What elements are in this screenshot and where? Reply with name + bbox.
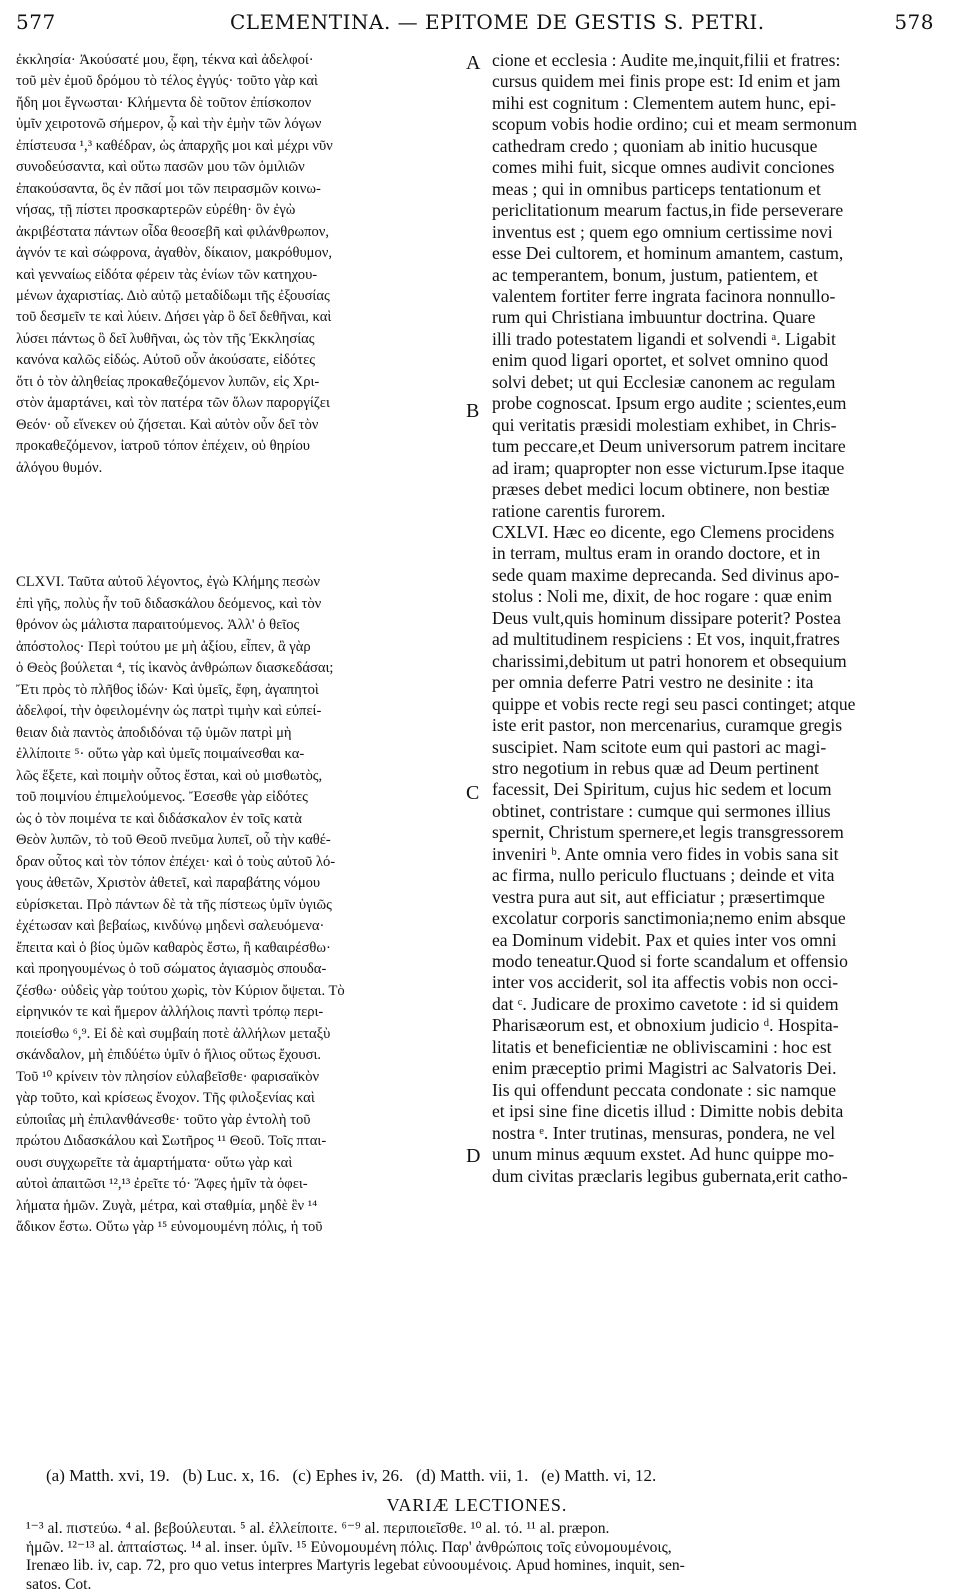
latin-text-line: sede quam maxime deprecanda. Sed divinus apo- bbox=[492, 565, 942, 586]
greek-text-line: λήματα ἡμῶν. Ζυγὰ, μέτρα, καὶ σταθμία, μηδὲ ἓν ¹⁴ bbox=[16, 1196, 486, 1218]
latin-text-line: ea Dominum videbit. Pax et quies inter vos omni bbox=[492, 930, 942, 951]
latin-text-line: mihi est cognitum : Clementem autem hunc, epi- bbox=[492, 93, 942, 114]
latin-text-line: quippe et vobis recte regi seu pasci continget; atque bbox=[492, 694, 942, 715]
variae-lectiones-heading: VARIÆ LECTIONES. bbox=[0, 1495, 954, 1516]
latin-text-line: facessit, Dei Spiritum, cujus hic sedem et locum bbox=[492, 779, 942, 800]
running-title: CLEMENTINA. — EPITOME DE GESTIS S. PETRI. bbox=[230, 10, 765, 34]
latin-text-line: cursus quidem mei finis prope est: Id enim et jam bbox=[492, 71, 942, 92]
latin-text-line: valentem fortiter ferre ingrata facinora nonnullo- bbox=[492, 286, 942, 307]
latin-text-line: nostra ᵉ. Inter trutinas, mensuras, pondera, ne vel bbox=[492, 1123, 942, 1144]
greek-column-top bbox=[16, 50, 486, 479]
variant-reading-line: ἡμῶν. ¹²⁻¹³ al. ἀπταίστως. ¹⁴ al. inser. ὑμῖν. ¹⁵ Εὐνομουμένη πόλις. Παρ' ἀνθρώποις τοῖς εὐνομουμένοις, bbox=[26, 1539, 936, 1558]
latin-text-line: dum civitas præclaris legibus gubernata,erit catho- bbox=[492, 1166, 942, 1187]
greek-text-line: CLXVI. Ταῦτα αὐτοῦ λέγοντος, ἐγὼ Κλήμης πεσὼν bbox=[16, 572, 486, 594]
greek-text-line: εἰρηνικόν τε καὶ ἥμερον ἀλλήλοις παντὶ τρόπῳ περι- bbox=[16, 1002, 486, 1024]
margin-letter-c: C bbox=[466, 782, 479, 805]
greek-text-line: δραν οὗτος καὶ τὸν τόπον ἐπέχει· καὶ ὁ τοὺς αὐτοῦ λό- bbox=[16, 852, 486, 874]
latin-text-line: præses debet medici locum obtinere, non bestiæ bbox=[492, 479, 942, 500]
margin-letter-d: D bbox=[466, 1145, 480, 1168]
latin-text-line: obtinet, contristare : cumque qui sermones illius bbox=[492, 801, 942, 822]
variae-lectiones bbox=[26, 1520, 936, 1594]
latin-text-line: excolatur corporis sanctimonia;nemo enim absque bbox=[492, 908, 942, 929]
greek-text-line: θειαν διὰ παντὸς ἀποδιδόναι τῷ ὑμῶν πατρὶ μὴ bbox=[16, 723, 486, 745]
latin-text-line: inveniri ᵇ. Ante omnia vero fides in vobis sana sit bbox=[492, 844, 942, 865]
greek-text-line: στὸν ἁμαρτάνει, καὶ τὸν πατέρα τῶν ὅλων παροργίζει bbox=[16, 393, 486, 414]
greek-text-line: κανόνα καλῶς εἰδώς. Αὐτοῦ οὖν ἀκούσατε, εἰδότες bbox=[16, 350, 486, 371]
greek-text-line: ἁγνόν τε καὶ σώφρονα, ἀγαθὸν, δίκαιον, μακρόθυμον, bbox=[16, 243, 486, 264]
latin-text-line: Pharisæorum est, et obnoxium judicio ᵈ. Hospita- bbox=[492, 1015, 942, 1036]
latin-text-line: stolus : Noli me, dixit, de hoc rogare : quæ enim bbox=[492, 586, 942, 607]
greek-text-line: ὁ Θεὸς βούλεται ⁴, τίς ἱκανὸς ἀνθρώπων διασκεδάσαι; bbox=[16, 658, 486, 680]
latin-text-line: in terram, multus eram in orando doctore, et in bbox=[492, 543, 942, 564]
greek-text-line: ἐκκλησία· Ἀκούσατέ μου, ἔφη, τέκνα καὶ ἀδελφοί· bbox=[16, 50, 486, 71]
latin-text-line: tum peccare,et Deum universorum patrem incitare bbox=[492, 436, 942, 457]
greek-text-line: γὰρ τοῦτο, καὶ κρίσεως ἔνοχον. Τῆς φιλοξενίας καὶ bbox=[16, 1088, 486, 1110]
greek-text-line: ζέσθω· οὐδεὶς γὰρ τούτου χωρὶς, τὸν Κύριον ὄψεται. Τὸ bbox=[16, 981, 486, 1003]
greek-text-line: ὡς ὁ τὸν ποιμένα τε καὶ διδάσκαλον ἐν τοῖς κατὰ bbox=[16, 809, 486, 831]
greek-text-line: καὶ γενναίως εἰδότα φέρειν τὰς ἐνίων τῶν κατηχου- bbox=[16, 265, 486, 286]
greek-text-line: ὅτι ὁ τὸν ἀληθείας προκαθεζόμενον λυπῶν, εἰς Χρι- bbox=[16, 372, 486, 393]
greek-text-line: ποιείσθω ⁶,⁹. Εἰ δὲ καὶ συμβαίη ποτὲ ἀλλήλων μεταξὺ bbox=[16, 1024, 486, 1046]
latin-text-line: cathedram credo ; quoniam ab initio hucusque bbox=[492, 136, 942, 157]
greek-text-line: ουσι συγχωρεῖτε τὰ ἁμαρτήματα· οὕτω γὰρ καὶ bbox=[16, 1153, 486, 1175]
latin-text-line: Deus vult,quis hominum dissipare poterit? Postea bbox=[492, 608, 942, 629]
greek-text-line: γους ἀθετῶν, Χριστὸν ἀθετεῖ, καὶ παραβάτης νόμου bbox=[16, 873, 486, 895]
latin-column bbox=[492, 50, 942, 1187]
greek-text-line: ἐλλίποιτε ⁵· οὕτω γὰρ καὶ ὑμεῖς ποιμαίνεσθαι κα- bbox=[16, 744, 486, 766]
greek-text-line: πρώτου Διδασκάλου καὶ Σωτῆρος ¹¹ Θεοῦ. Τοῖς πται- bbox=[16, 1131, 486, 1153]
greek-text-line: τοῦ ποιμνίου ἐπιμελούμενος. Ἔσεσθε γὰρ εἰδότες bbox=[16, 787, 486, 809]
latin-text-line: dat ᶜ. Judicare de proximo cavetote : id si quidem bbox=[492, 994, 942, 1015]
margin-letter-a: A bbox=[466, 52, 480, 75]
greek-text-line: ἐπίστευσα ¹,³ καθέδραν, ὡς ἀπαρχῆς μοι καὶ μέχρι νῦν bbox=[16, 136, 486, 157]
greek-text-line: ἄδικον ἔστω. Οὕτω γὰρ ¹⁵ εὐνομουμένη πόλις, ἡ τοῦ bbox=[16, 1217, 486, 1239]
latin-text-line: ac temperantem, bonum, justum, patientem, et bbox=[492, 265, 942, 286]
greek-text-line: ἐχέτωσαν καὶ βεβαίως, κινδύνῳ μηδενὶ σαλευόμενα· bbox=[16, 916, 486, 938]
greek-text-line: εὐποιΐας μὴ ἐπιλανθάνεσθε· τοῦτο γὰρ ἐντολὴ τοῦ bbox=[16, 1110, 486, 1132]
latin-text-line: ratione carentis furorem. bbox=[492, 501, 942, 522]
variant-reading-line: satos. Cot. bbox=[26, 1576, 936, 1594]
latin-text-line: modo teneatur.Quod si forte scandalum et offensio bbox=[492, 951, 942, 972]
greek-text-line: τοῦ δεσμεῖν τε καὶ λύειν. Δήσει γὰρ ὃ δεῖ δεθῆναι, καὶ bbox=[16, 307, 486, 328]
greek-text-line: ἀπόστολος· Περὶ τούτου με μὴ ἀξίου, εἶπεν, ἃ γὰρ bbox=[16, 637, 486, 659]
greek-text-line: ἀκριβέστατα πάντων οἶδα θεοσεβῆ καὶ φιλάνθρωπον, bbox=[16, 222, 486, 243]
greek-text-line: Τοῦ ¹⁰ κρίνειν τὸν πλησίον εὐλαβεῖσθε· φαρισαϊκὸν bbox=[16, 1067, 486, 1089]
latin-text-line: comes mihi fuit, sicque omnes audivit conciones bbox=[492, 157, 942, 178]
greek-text-line: λύσει πάντως ὃ δεῖ λυθῆναι, ὡς τὸν τῆς Ἐκκλησίας bbox=[16, 329, 486, 350]
latin-text-line: et ipsi sine fine dicetis illud : Dimitte nobis debita bbox=[492, 1101, 942, 1122]
latin-text-line: ac firma, nullo periculo fluctuans ; deinde et vita bbox=[492, 865, 942, 886]
latin-text-line: spernit, Christum spernere,et legis transgressorem bbox=[492, 822, 942, 843]
greek-text-line: ἤδη μοι ἔγνωσται· Κλήμεντα δὲ τοῦτον ἐπίσκοπον bbox=[16, 93, 486, 114]
greek-text-line: σκάνδαλον, μὴ ἐπιδύέτω ὑμῖν ὁ ἥλιος οὕτως ἔχουσι. bbox=[16, 1045, 486, 1067]
greek-text-line: ἀδελφοί, τὴν ὀφειλομένην ὡς πατρὶ τιμὴν καὶ εὐπεί- bbox=[16, 701, 486, 723]
latin-text-line: ad iram; quapropter non esse victurum.Ipse itaque bbox=[492, 458, 942, 479]
latin-text-line: ad multitudinem respiciens : Et vos, inquit,fratres bbox=[492, 629, 942, 650]
latin-text-line: qui veritatis præsidi molestiam exhibet, in Chris- bbox=[492, 415, 942, 436]
latin-text-line: charissimi,debitum ut patri honorem et obsequium bbox=[492, 651, 942, 672]
latin-text-line: Iis qui offendunt peccata condonate : sic namque bbox=[492, 1080, 942, 1101]
latin-text-line: per omnia deferre Patri vestro ne desinite : ita bbox=[492, 672, 942, 693]
greek-text-line: μένων ἀχαριστίας. Διὸ αὐτῷ μεταδίδωμι τῆς ἐξουσίας bbox=[16, 286, 486, 307]
latin-text-line: periclitationum mearum factus,in fide perseverare bbox=[492, 200, 942, 221]
page-number-right: 578 bbox=[894, 10, 934, 34]
margin-letter-b: B bbox=[466, 400, 479, 423]
latin-text-line: litatis et beneficientiæ ne obliviscamini : hoc est bbox=[492, 1037, 942, 1058]
latin-text-line: illi trado potestatem ligandi et solvendi ᵃ. Ligabit bbox=[492, 329, 942, 350]
greek-text-line: λῶς ἕξετε, καὶ ποιμὴν οὗτος ἔσται, καὶ οὐ μισθωτὸς, bbox=[16, 766, 486, 788]
greek-text-line: ἐπὶ γῆς, πολὺς ἦν τοῦ διδασκάλου δεόμενος, καὶ τὸν bbox=[16, 594, 486, 616]
greek-text-line: ὑμῖν χειροτονῶ σήμερον, ᾧ καὶ τὴν ἐμὴν τῶν λόγων bbox=[16, 114, 486, 135]
greek-text-line: ἔπειτα καὶ ὁ βίος ὑμῶν καθαρὸς ἔστω, ἢ καθαιρέσθω· bbox=[16, 938, 486, 960]
latin-text-line: suscipiet. Nam scitote eum qui pastori ac magi- bbox=[492, 737, 942, 758]
greek-text-line: προκαθεζόμενον, ἰατροῦ τόπον ἐπέχειν, οὐ θηρίου bbox=[16, 436, 486, 457]
greek-text-line: Θεόν· οὗ εἵνεκεν οὐ ζήσεται. Καὶ αὐτὸν οὖν δεῖ τὸν bbox=[16, 415, 486, 436]
greek-text-line: ἐπακούσαντα, ὃς ἐν πᾶσί μοι τῶν πειρασμῶν κοινω- bbox=[16, 179, 486, 200]
greek-text-line: Ἔτι πρὸς τὸ πλῆθος ἰδών· Καὶ ὑμεῖς, ἔφη, ἀγαπητοὶ bbox=[16, 680, 486, 702]
latin-text-line: enim præceptio primi Magistri ac Salvatoris Dei. bbox=[492, 1058, 942, 1079]
greek-text-line: αὐτοὶ ἀπαιτῶσι ¹²,¹³ ἐρεῖτε τό· Ἄφες ἡμῖν τὰ ὀφει- bbox=[16, 1174, 486, 1196]
latin-text-line: rum qui Christiana imbuuntur doctrina. Quare bbox=[492, 307, 942, 328]
greek-text-line: συνοδεύσαντα, καὶ οὕτω πασῶν μου τῶν ὁμιλιῶν bbox=[16, 157, 486, 178]
greek-text-line: καὶ προηγουμένως ὁ τοῦ σώματος ἁγιασμὸς σπουδα- bbox=[16, 959, 486, 981]
latin-text-line: esse Dei cultorem, et hominum amantem, castum, bbox=[492, 243, 942, 264]
latin-text-line: unum minus æquum exstet. Ad hunc quippe mo- bbox=[492, 1144, 942, 1165]
latin-text-line: vestra pura aut sit, aut efficiatur ; præsertimque bbox=[492, 887, 942, 908]
greek-text-line: νήσας, τῇ πίστει προσκαρτερῶν εὑρέθη· ὃν ἐγὼ bbox=[16, 200, 486, 221]
greek-text-line: ἀλόγου θυμόν. bbox=[16, 458, 486, 479]
page-number-left: 577 bbox=[16, 10, 56, 34]
latin-text-line: cione et ecclesia : Audite me,inquit,filii et fratres: bbox=[492, 50, 942, 71]
latin-text-line: solvi debet; ut qui Ecclesiæ canonem ac regulam bbox=[492, 372, 942, 393]
greek-text-line: Θεὸν λυπῶν, τὸ τοῦ Θεοῦ πνεῦμα λυπεῖ, οὗ τὴν καθέ- bbox=[16, 830, 486, 852]
greek-text-line: θρόνον ὡς μάλιστα παραιτούμενος. Ἀλλ' ὁ θεῖος bbox=[16, 615, 486, 637]
latin-text-line: probe cognoscat. Ipsum ergo audite ; scientes,eum bbox=[492, 393, 942, 414]
latin-text-line: meas ; qui in omnibus particeps tentationum et bbox=[492, 179, 942, 200]
scripture-references: (a) Matth. xvi, 19. (b) Luc. x, 16. (c) Ephes iv, 26. (d) Matth. vii, 1. (e) Matth. vi, 12. bbox=[46, 1466, 926, 1486]
variant-reading-line: Irenæo lib. iv, cap. 72, pro quo vetus interpres Martyris legebat εὐνοουμένοις. Apud homines, inquit, sen- bbox=[26, 1557, 936, 1576]
latin-text-line: iste erit pastor, non mercenarius, curamque gregis bbox=[492, 715, 942, 736]
latin-text-line: enim quod ligari oportet, et solvet omnino quod bbox=[492, 350, 942, 371]
greek-text-line: εὑρίσκεται. Πρὸ πάντων δὲ τὰ τῆς πίστεως ὑμῖν ὑγιῶς bbox=[16, 895, 486, 917]
latin-text-line: inter vos acciderit, sol ita affectis vobis non occi- bbox=[492, 972, 942, 993]
latin-text-line: inventus est ; quem ego omnium certissime novi bbox=[492, 222, 942, 243]
greek-column-bottom bbox=[16, 572, 486, 1239]
latin-text-line: CXLVI. Hæc eo dicente, ego Clemens procidens bbox=[492, 522, 942, 543]
greek-text-line: τοῦ μὲν ἐμοῦ δρόμου τὸ τέλος ἐγγύς· τοῦτο γὰρ καὶ bbox=[16, 71, 486, 92]
latin-text-line: scopum vobis hodie ordino; cui et meam sermonum bbox=[492, 114, 942, 135]
variant-reading-line: ¹⁻³ al. πιστεύω. ⁴ al. βεβούλευται. ⁵ al. ἐλλείποιτε. ⁶⁻⁹ al. περιποιεῖσθε. ¹⁰ al. τό. ¹¹ al. præpon. bbox=[26, 1520, 936, 1539]
latin-text-line: stro negotium in rebus quæ ad Deum pertinent bbox=[492, 758, 942, 779]
